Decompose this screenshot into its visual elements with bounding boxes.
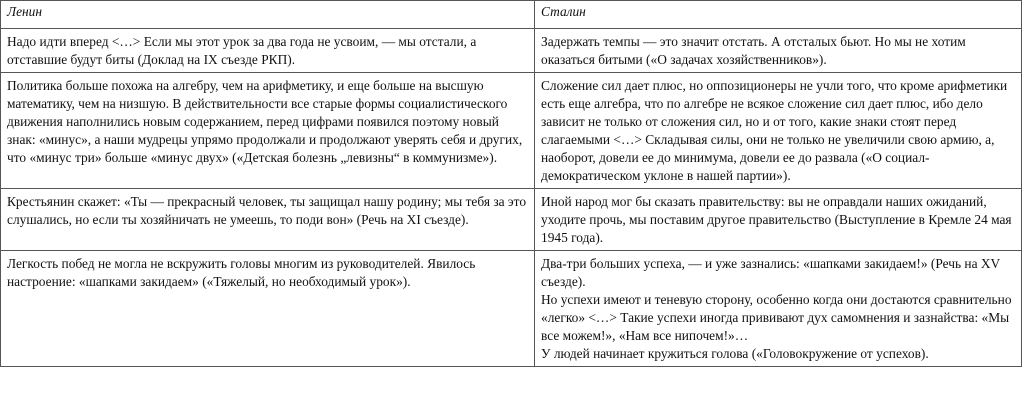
header-lenin: Ленин — [1, 1, 535, 29]
cell-lenin: Крестьянин скажет: «Ты — прекрасный человек, ты защищал нашу родину; мы тебя за это слушались, но если ты хозяйничать не умеешь, то поди вон» (Речь на XI съезде). — [1, 189, 535, 251]
cell-lenin: Легкость побед не могла не вскружить головы многим из руководителей. Явилось настроение: «шапками закидаем» («Тяжелый, но необходимый урок»). — [1, 251, 535, 367]
cell-paragraph: Два-три больших успеха, — и уже зазнались: «шапками закидаем!» (Речь на XV съезде). — [541, 256, 1000, 289]
table-row — [1, 29, 1022, 73]
cell-paragraph: Но успехи имеют и теневую сторону, особенно когда они достаются сравнительно «легко» <…> Такие успехи иногда прививают дух самомнения и зазнайства: «Мы все можем!», «Нам все нипочем!»… — [541, 292, 1012, 343]
cell-stalin: Задержать темпы — это значит отстать. А отсталых бьют. Но мы не хотим оказаться битыми («О задачах хозяйственников»). — [535, 29, 1022, 73]
header-row — [1, 1, 1022, 29]
header-stalin: Сталин — [535, 1, 1022, 29]
cell-stalin: Иной народ мог бы сказать правительству: вы не оправдали наших ожиданий, уходите прочь, мы поставим другое правительство (Выступление в Кремле 24 мая 1945 года). — [535, 189, 1022, 251]
cell-stalin: Сложение сил дает плюс, но оппозиционеры не учли того, что кроме арифметики есть еще алгебра, что по алгебре не всякое сложение сил дает плюс, ибо дело зависит не только от сложения сил, но и от того, какие знаки стоят перед слагаемыми <…> Складывая силы, они не только не увеличили свою армию, а, наоборот, довели ее до минимума, довели ее до развала («О социал-демократическом уклоне в нашей партии»). — [535, 73, 1022, 189]
cell-paragraph: У людей начинает кружиться голова («Головокружение от успехов). — [541, 346, 929, 361]
table-row — [1, 251, 1022, 367]
table-row — [1, 73, 1022, 189]
cell-stalin — [535, 251, 1022, 367]
table-row — [1, 189, 1022, 251]
cell-lenin: Надо идти вперед <…> Если мы этот урок за два года не усвоим, — мы отстали, а отставшие будут биты (Доклад на IX съезде РКП). — [1, 29, 535, 73]
cell-lenin: Политика больше похожа на алгебру, чем на арифметику, и еще больше на высшую математику, чем на низшую. В действительности все старые формы социалистического движения наполнились новым содержанием, перед цифрами появился поэтому новый знак: «минус», а наши мудрецы упрямо продолжали и продолжают уверять себя и других, что «минус три» больше «минус двух» («Детская болезнь „левизны“ в коммунизме»). — [1, 73, 535, 189]
